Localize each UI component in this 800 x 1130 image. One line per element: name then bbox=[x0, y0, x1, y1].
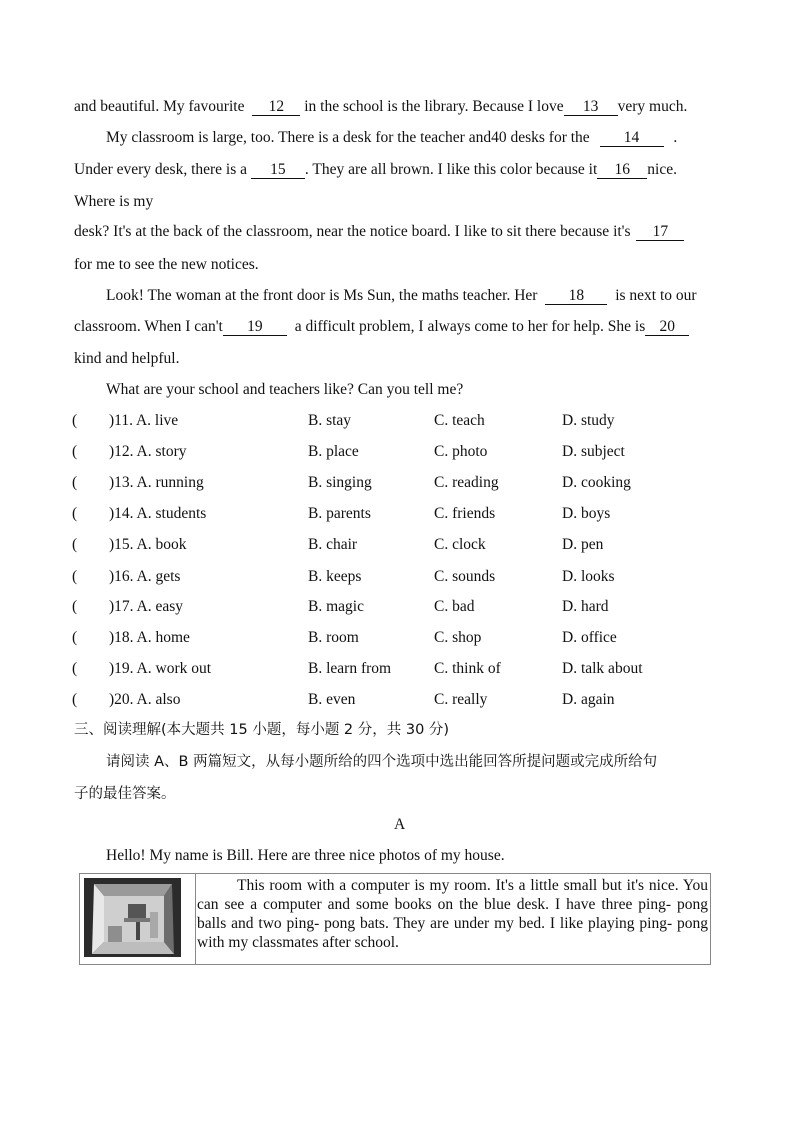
room-photo bbox=[84, 878, 181, 957]
passage-line-9: kind and helpful. bbox=[74, 350, 180, 367]
question-option-c: C. teach bbox=[434, 412, 485, 429]
section-instruction-1: 请阅读 A、B 两篇短文，从每小题所给的四个选项中选出能回答所提问题或完成所给句 bbox=[106, 754, 658, 770]
section-heading: 三、阅读理解(本大题共 15 小题，每小题 2 分，共 30 分) bbox=[74, 722, 450, 738]
question-row bbox=[72, 535, 732, 555]
question-option-d: D. office bbox=[562, 629, 617, 646]
blank-14: 14 bbox=[600, 129, 664, 147]
answer-paren: ( bbox=[72, 660, 78, 677]
answer-paren: ( bbox=[72, 568, 78, 585]
answer-paren: ( bbox=[72, 598, 78, 615]
question-option-d: D. study bbox=[562, 412, 615, 429]
text: My classroom is large, too. There is a desk for the teacher and40 desks for the bbox=[106, 129, 594, 146]
text: desk? It's at the back of the classroom, near the notice board. I like to sit there because it's bbox=[74, 223, 635, 240]
passage-a-text: This room with a computer is my room. It's a little small but it's nice. You can see a computer and some books on the blue desk. I have three ping- pong balls and two ping- pong bats. They are under my bed. I like playing ping- pong with my classmates after school. bbox=[197, 877, 708, 951]
question-option-d: D. pen bbox=[562, 536, 604, 553]
question-option-c: C. photo bbox=[434, 443, 488, 460]
answer-paren: ( bbox=[72, 505, 78, 522]
question-option-c: C. bad bbox=[434, 598, 475, 615]
blank-17: 17 bbox=[636, 223, 684, 241]
question-option-c: C. reading bbox=[434, 474, 499, 491]
room-photo-image bbox=[84, 878, 181, 957]
question-option-d: D. talk about bbox=[562, 660, 643, 677]
passage-line-3 bbox=[74, 160, 677, 180]
passage-line-2 bbox=[106, 128, 677, 148]
passage-label: A bbox=[394, 816, 406, 833]
question-row bbox=[72, 411, 732, 431]
question-option-d: D. subject bbox=[562, 443, 625, 460]
question-option-d: D. again bbox=[562, 691, 615, 708]
blank-18: 18 bbox=[545, 287, 607, 305]
text: and beautiful. My favourite bbox=[74, 98, 249, 115]
passage-line-4: Where is my bbox=[74, 193, 154, 210]
question-option-d: D. cooking bbox=[562, 474, 631, 491]
question-option-b: B. parents bbox=[308, 505, 371, 522]
question-option-b: B. place bbox=[308, 443, 359, 460]
question-option-a: )14. A. students bbox=[109, 505, 207, 522]
question-option-b: B. keeps bbox=[308, 568, 362, 585]
question-option-a: )17. A. easy bbox=[109, 598, 184, 615]
passage-line-8 bbox=[74, 317, 689, 337]
question-option-b: B. learn from bbox=[308, 660, 392, 677]
question-option-b: B. magic bbox=[308, 598, 364, 615]
passage-line-6: for me to see the new notices. bbox=[74, 256, 259, 273]
passage-line-1 bbox=[74, 97, 687, 117]
question-option-a: )12. A. story bbox=[109, 443, 187, 460]
question-option-c: C. sounds bbox=[434, 568, 496, 585]
section-instruction-2: 子的最佳答案。 bbox=[74, 786, 176, 802]
passage-question: What are your school and teachers like? Can you tell me? bbox=[106, 381, 464, 398]
blank-13: 13 bbox=[564, 98, 618, 116]
answer-paren: ( bbox=[72, 474, 78, 491]
question-option-a: )15. A. book bbox=[109, 536, 187, 553]
text: in the school is the library. Because I love bbox=[300, 98, 564, 115]
question-option-d: D. hard bbox=[562, 598, 609, 615]
answer-paren: ( bbox=[72, 536, 78, 553]
blank-12: 12 bbox=[252, 98, 300, 116]
blank-19: 19 bbox=[223, 318, 287, 336]
cell-divider bbox=[195, 874, 196, 964]
question-option-a: )18. A. home bbox=[109, 629, 190, 646]
passage-line-5 bbox=[74, 222, 684, 242]
text: classroom. When I can't bbox=[74, 318, 223, 335]
question-option-b: B. stay bbox=[308, 412, 352, 429]
text: Look! The woman at the front door is Ms Sun, the maths teacher. Her bbox=[106, 287, 542, 304]
question-row bbox=[72, 659, 732, 679]
text: is next to our bbox=[611, 287, 697, 304]
question-row bbox=[72, 567, 732, 587]
text: very much. bbox=[617, 98, 688, 115]
question-option-a: )13. A. running bbox=[109, 474, 204, 491]
blank-15: 15 bbox=[251, 161, 305, 179]
blank-20: 20 bbox=[645, 318, 689, 336]
question-option-c: C. think of bbox=[434, 660, 501, 677]
question-row bbox=[72, 504, 732, 524]
question-option-d: D. boys bbox=[562, 505, 611, 522]
question-option-a: )20. A. also bbox=[109, 691, 181, 708]
answer-paren: ( bbox=[72, 691, 78, 708]
passage-line-7 bbox=[106, 286, 697, 306]
question-option-c: C. clock bbox=[434, 536, 486, 553]
question-option-b: B. even bbox=[308, 691, 356, 708]
text: Under every desk, there is a bbox=[74, 161, 251, 178]
question-option-a: )11. A. live bbox=[109, 412, 179, 429]
blank-16: 16 bbox=[597, 161, 647, 179]
question-option-b: B. singing bbox=[308, 474, 372, 491]
text: nice. bbox=[647, 161, 677, 178]
question-row bbox=[72, 473, 732, 493]
passage-intro: Hello! My name is Bill. Here are three nice photos of my house. bbox=[106, 847, 505, 864]
question-option-a: )19. A. work out bbox=[109, 660, 212, 677]
question-row bbox=[72, 690, 732, 710]
question-option-c: C. shop bbox=[434, 629, 482, 646]
question-option-b: B. room bbox=[308, 629, 359, 646]
text: a difficult problem, I always come to her for help. She is bbox=[290, 318, 646, 335]
answer-paren: ( bbox=[72, 412, 78, 429]
photo-table bbox=[79, 873, 711, 965]
question-row bbox=[72, 628, 732, 648]
question-option-c: C. friends bbox=[434, 505, 496, 522]
question-option-a: )16. A. gets bbox=[109, 568, 181, 585]
question-option-c: C. really bbox=[434, 691, 488, 708]
answer-paren: ( bbox=[72, 443, 78, 460]
question-row bbox=[72, 597, 732, 617]
answer-paren: ( bbox=[72, 629, 78, 646]
text: . bbox=[669, 129, 678, 146]
question-option-d: D. looks bbox=[562, 568, 615, 585]
text: . They are all brown. I like this color because it bbox=[304, 161, 598, 178]
question-row bbox=[72, 442, 732, 462]
question-option-b: B. chair bbox=[308, 536, 358, 553]
